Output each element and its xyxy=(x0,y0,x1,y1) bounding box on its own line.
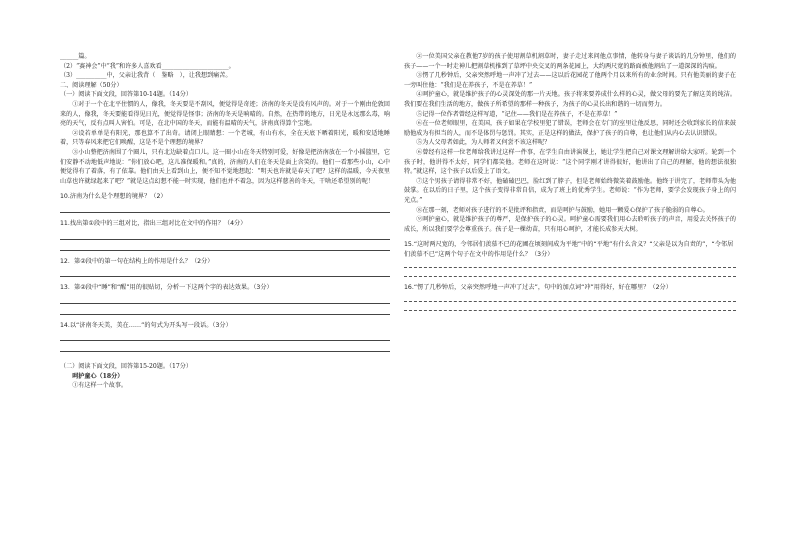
question-15: 15.“这时两尺宽的，令邻居们羡慕不已的花圃在顷刻间成为平地”中的“平地”有什么含义？“父亲是以为自责的”，“令邻居们羡慕不已”这两个句子在文中的作用是什么？（3分） xyxy=(404,241,734,258)
question-10: 10.济南为什么是个理想的境界？（2） xyxy=(60,193,167,201)
passage-title: 呵护童心（18分） xyxy=(72,372,124,380)
answer-line[interactable] xyxy=(60,344,390,352)
passage-paragraph-3: ③小山整把济南围了个圈儿，只有北边缺着点口儿。这一圈小山在冬天特别可爱，好像是把济南放在一个小摇篮里，它们安静不动地低声地说：“你们放心吧，这儿准保暖和。”真的，济南的人们在冬天是面上含笑的。他们一看那些小山，心中便觉得有了着落，有了依靠。他们由天上看到山上，便不知不觉地想起：“明天也许就是春天了吧？这样的温暖，今天夜里山草也许就绿起来了吧？”就是这点幻想不能一时实现，他们也并不着急，因为这样慈善的冬天，干啥还希望别的呢！ xyxy=(60,148,390,185)
part2-heading: （二）阅读下面文段，回答第15-20题。（17分） xyxy=(60,363,192,371)
answer-line[interactable] xyxy=(404,261,736,268)
passage2-paragraph-1: ①有这样一个故事。 xyxy=(72,382,128,390)
passage2-paragraph-6: ⑥在一位老师眼里，在美国，孩子如果在学校里犯了错误，老师会在专门的室里让他反思，同时还会收到家长的信来鼓励他成为有担当的人，而不是体罚与惩罚。其实，正是这样的做法，保护了孩子的自尊，也让他们从内心去认识错误。 xyxy=(404,120,736,137)
answer-line[interactable] xyxy=(60,232,390,240)
part1-heading: （一）阅读下面文段，回答第10-14题。（14分） xyxy=(60,91,192,99)
fill-line-3: （3）__________中，父亲让我背（ 鉴略 ），让我想到痛苦。 xyxy=(60,72,232,80)
answer-line[interactable] xyxy=(60,333,390,341)
question-13: 13．第②段中“睡”和“醒”用的很贴切，分析一下这两个字的表达效果。（3分） xyxy=(60,284,273,292)
passage2-paragraph-5: ⑤记得一位作者曾经这样写道，“记住——我们是在养孩子，不是在养草！” xyxy=(416,110,618,118)
answer-line[interactable] xyxy=(60,307,390,315)
fill-line-2: （2）“赛神会”中“我”和许多人喜欢看______________________。 xyxy=(60,62,235,70)
passage2-paragraph-10: ⑨呵护童心，就是维护孩子的尊严，是保护孩子的心灵。呵护童心需要我们用心去聆听孩子的声音，用爱去关怀孩子的成长，所以我们要学会尊重孩子。孩子是一棵幼苗，只有用心呵护，才能长成参天大树。 xyxy=(404,216,736,233)
passage2-paragraph-9: ⑧在那一刻，老师对孩子进行的不是批评和指责，而是呵护与鼓励，她用一颗爱心保护了孩子脆弱的自尊心。 xyxy=(416,206,709,214)
passage2-paragraph-3: ③愣了几秒钟后，父亲突然呼地一声冲了过去——这以后花园花了他两个月以来所有的业余时间。只有他美丽的妻子在一旁叫住他：“我们是在养孩子，不是在养草！” xyxy=(404,72,736,89)
fill-line-1: ______篇。 xyxy=(60,53,91,60)
answer-line[interactable] xyxy=(404,270,736,277)
section-heading: 二、阅读理解（50分） xyxy=(60,81,123,89)
passage-paragraph-1: ①对于一个在北平住惯的人，像我，冬天要是不刮风，便觉得是奇迹；济南的冬天是没有风声的。对于一个刚由伦敦回来的人，像我，冬天要能看得见日光，便觉得是怪事；济南的冬天是响晴的。自然，在热带的地方，日光是永远那么毒，响亮的天气，反有点叫人害怕。可是，在北中国的冬天，而能有温晴的天气，济南真得算个宝地。 xyxy=(60,100,390,128)
question-11: 11.找出第①段中的三组对比，指出三组对比在文中的作用？（4分） xyxy=(60,219,247,227)
passage2-paragraph-label: ⑤为人父母者如此，为人师者又何尝不该这样呢？ xyxy=(416,139,551,147)
answer-line[interactable] xyxy=(404,304,736,311)
answer-line[interactable] xyxy=(60,269,390,277)
passage2-paragraph-4: ④呵护童心，就是维护孩子的心灵深处的那一片天地。孩子将来要养成什么样的心灵，做父母的要先了解这美的纯洁。我们要在我们生活的地方，做孩子所希望的那样一种孩子，为孩子的心灵长出和谐的一切而努力。 xyxy=(404,91,736,108)
passage2-paragraph-7: ⑥曾经有这样一位老师给我讲过这样一件事，在学生自由讲演课上，她让学生把自己对课文理解讲给大家听。轮到一个孩子时，他讲得不太好，同学们都笑他。老师在这时说：“这个同学刚才讲得很好，他讲出了自己的理解，他的想法很独特。”就这样，这个孩子以后爱上了语文。 xyxy=(404,148,736,176)
answer-line[interactable] xyxy=(60,243,390,251)
question-16: 16.“愣了几秒钟后，父亲突然呼地一声冲了过去”，句中的加点词“冲”用得好，好在哪里？（2分） xyxy=(404,284,672,292)
answer-line[interactable] xyxy=(60,205,390,213)
right-column xyxy=(404,52,736,311)
question-12: 12．第②段中的第一句在结构上的作用是什么？（2分） xyxy=(60,257,214,265)
answer-line[interactable] xyxy=(404,295,736,302)
answer-line[interactable] xyxy=(60,296,390,304)
question-14: 14.以“济南冬天美，美在……”的句式为开头写一段话。（3分） xyxy=(60,321,232,329)
passage2-paragraph-2: ②一位美国父亲在教他7岁的孩子使用割草机割草时，妻子走过来问他点事情，他转身与妻子谈话的几分钟里，他们的孩子——一个一时走神儿把割草机推到了草坪中央交叉的两条花园上，大约两尺宽的路面被他割出了一道深深的沟痕。 xyxy=(404,53,736,70)
left-column xyxy=(60,52,390,391)
passage2-paragraph-8: ⑦这个男孩子请得非常不好，他磕磕巴巴，脸红到了脖子，但是老师始终微笑着鼓励他。他终于讲完了，老师带头为他鼓掌。在以后的日子里，这个孩子变得非常自信，成为了班上的优秀学生。老师说：“作为老师，要学会发现孩子身上的闪光点。” xyxy=(404,177,736,204)
passage-paragraph-2: ②设若单单是有阳光，那也算不了出奇。请闭上眼睛想：一个老城，有山有水，全在天底下晒着阳光，暖和安适地睡着，只等春风来把它们唤醒，这是不是个理想的境界？ xyxy=(60,129,390,147)
